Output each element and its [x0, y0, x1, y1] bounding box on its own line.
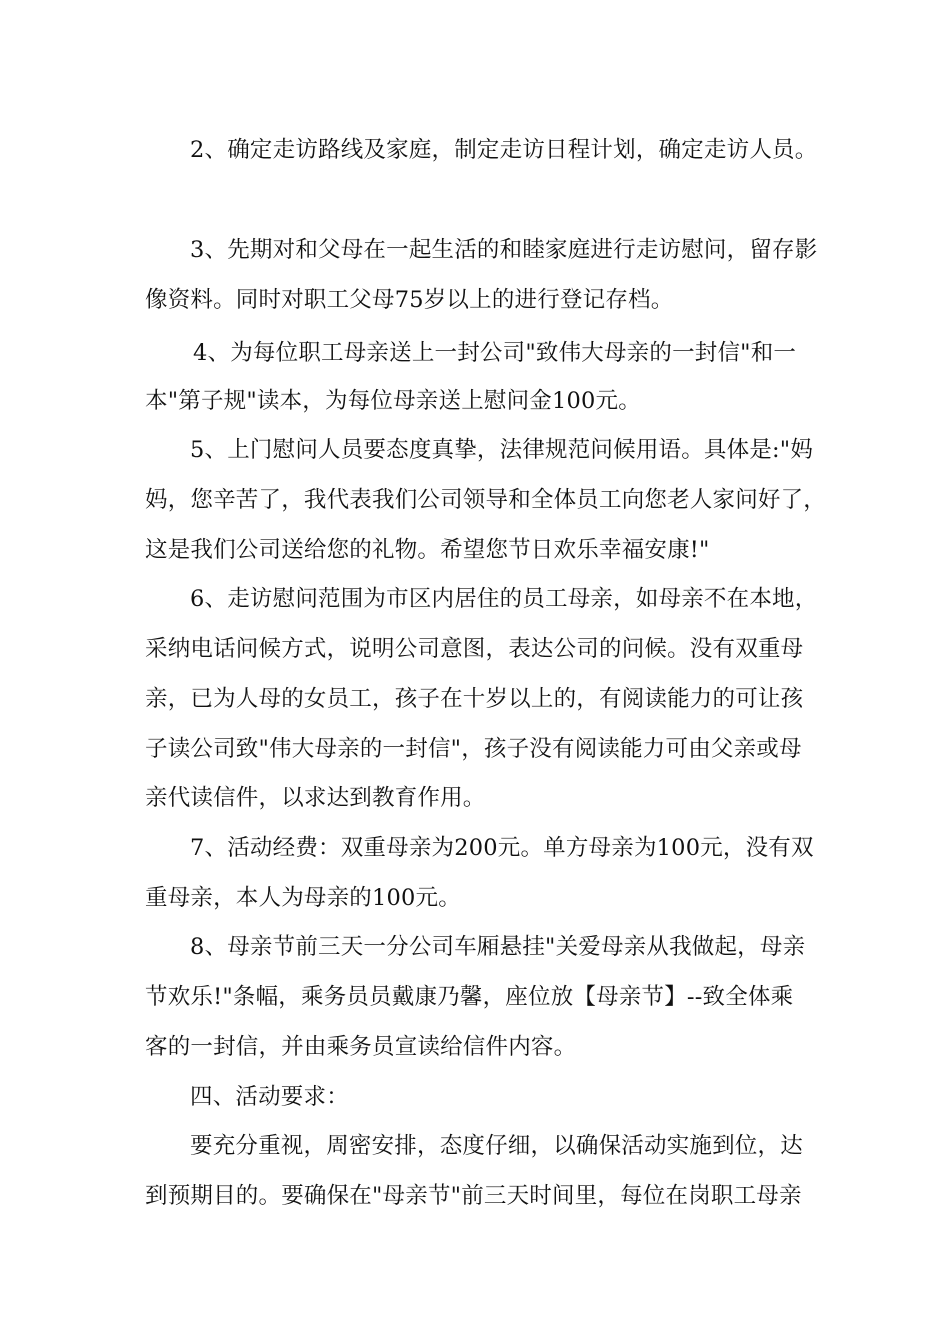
text-line-6: 5、上门慰问人员要态度真挚，法律规范问候用语。具体是:"妈 — [190, 437, 814, 463]
text-line-10: 采纳电话问候方式，说明公司意图，表达公司的问候。没有双重母 — [145, 636, 804, 662]
text-line-3: 像资料。同时对职工父母75岁以上的进行登记存档。 — [145, 287, 674, 313]
text-line-15: 重母亲，本人为母亲的100元。 — [145, 885, 461, 911]
text-line-18: 客的一封信，并由乘务员宣读给信件内容。 — [145, 1034, 577, 1060]
text-line-17: 节欢乐!"条幅，乘务员员戴康乃馨，座位放【母亲节】--致全体乘 — [145, 984, 794, 1010]
text-line-1: 2、确定走访路线及家庭，制定走访日程计划，确定走访人员。 — [190, 137, 818, 163]
text-line-4: 4、为每位职工母亲送上一封公司"致伟大母亲的一封信"和一 — [193, 340, 797, 366]
text-line-9: 6、走访慰问范围为市区内居住的员工母亲，如母亲不在本地， — [190, 586, 818, 612]
text-line-12: 子读公司致"伟大母亲的一封信"，孩子没有阅读能力可由父亲或母 — [145, 736, 802, 762]
text-line-5: 本"第子规"读本，为每位母亲送上慰问金100元。 — [145, 388, 641, 414]
text-line-2: 3、先期对和父母在一起生活的和睦家庭进行走访慰问，留存影 — [190, 237, 818, 263]
text-line-21: 到预期目的。要确保在"母亲节"前三天时间里，每位在岗职工母亲 — [145, 1183, 802, 1209]
text-line-20: 要充分重视，周密安排，态度仔细，以确保活动实施到位，达 — [190, 1133, 803, 1159]
text-line-13: 亲代读信件，以求达到教育作用。 — [145, 785, 486, 811]
text-line-14: 7、活动经费：双重母亲为200元。单方母亲为100元，没有双 — [190, 835, 814, 861]
text-line-11: 亲，已为人母的女员工，孩子在十岁以上的，有阅读能力的可让孩 — [145, 686, 804, 712]
text-line-8: 这是我们公司送给您的礼物。希望您节日欢乐幸福安康!" — [145, 537, 710, 563]
section-heading: 四、活动要求： — [190, 1084, 349, 1110]
text-line-7: 妈，您辛苦了，我代表我们公司领导和全体员工向您老人家问好了， — [145, 487, 827, 513]
text-line-16: 8、母亲节前三天一分公司车厢悬挂"关爱母亲从我做起，母亲 — [190, 934, 806, 960]
